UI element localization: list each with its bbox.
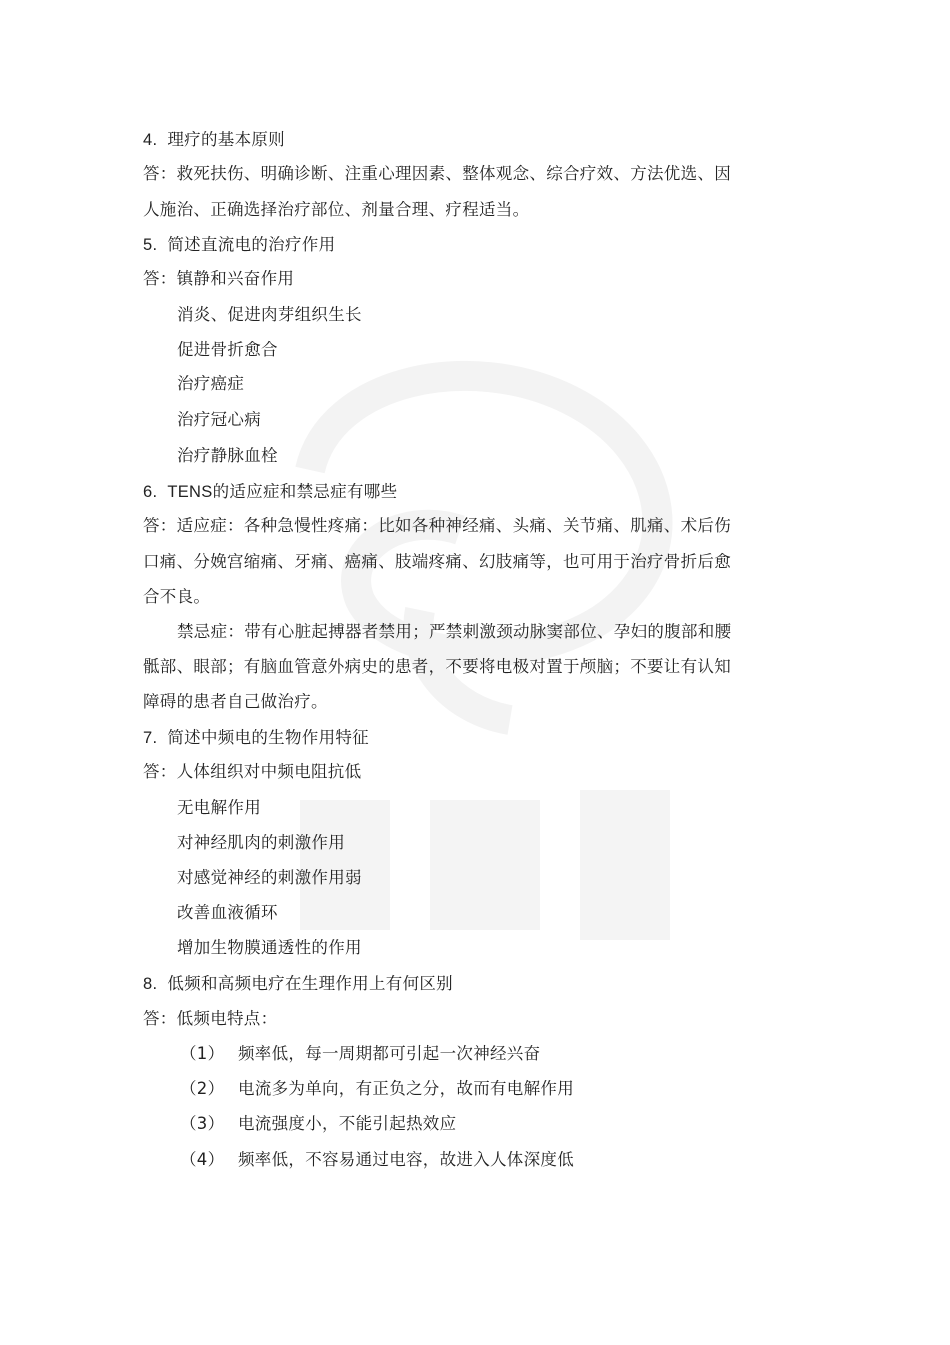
- question-text: 低频和高频电疗在生理作用上有何区别: [167, 974, 453, 993]
- answer-line: 答：镇静和兴奋作用: [143, 269, 295, 288]
- question-acronym: TENS: [167, 483, 213, 501]
- question-text: 的适应症和禁忌症有哪些: [212, 482, 398, 501]
- point-text: 电流多为单向，有正负之分，故而有电解作用: [238, 1079, 574, 1098]
- question-4: [143, 129, 285, 151]
- answer-item: 对神经肌肉的刺激作用: [177, 833, 345, 852]
- point-text: 频率低，不容易通过电容，故进入人体深度低: [238, 1150, 574, 1169]
- answer-line: 答：低频电特点：: [143, 1009, 278, 1028]
- question-text: 简述直流电的治疗作用: [167, 235, 336, 254]
- point-number: （3）: [180, 1114, 225, 1133]
- question-text: 理疗的基本原则: [167, 130, 285, 149]
- question-8: [143, 973, 453, 995]
- numbered-point: [180, 1043, 540, 1065]
- answer-line: 答：人体组织对中频电阻抗低: [143, 762, 362, 781]
- question-number: 8.: [143, 975, 158, 993]
- point-number: （4）: [180, 1150, 225, 1169]
- answer-line: 口痛、分娩宫缩痛、牙痛、癌痛、肢端疼痛、幻肢痛等，也可用于治疗骨折后愈: [143, 552, 731, 571]
- answer-line: 答：救死扶伤、明确诊断、注重心理因素、整体观念、综合疗效、方法优选、因: [143, 164, 731, 183]
- answer-item: 无电解作用: [177, 798, 261, 817]
- answer-line: 人施治、正确选择治疗部位、剂量合理、疗程适当。: [143, 200, 530, 219]
- answer-item: 治疗冠心病: [177, 410, 261, 429]
- question-7: [143, 727, 369, 749]
- answer-line: 答：适应症：各种急慢性疼痛：比如各种神经痛、头痛、关节痛、肌痛、术后伤: [143, 516, 731, 535]
- point-number: （2）: [180, 1079, 225, 1098]
- point-text: 频率低，每一周期都可引起一次神经兴奋: [238, 1044, 541, 1063]
- point-number: （1）: [180, 1044, 225, 1063]
- numbered-point: [180, 1149, 574, 1171]
- question-number: 7.: [143, 729, 158, 747]
- question-number: 4.: [143, 131, 158, 149]
- question-number: 6.: [143, 483, 158, 501]
- answer-line: 禁忌症：带有心脏起搏器者禁用；严禁刺激颈动脉窦部位、孕妇的腹部和腰: [177, 622, 732, 641]
- answer-line: 障碍的患者自己做治疗。: [143, 692, 328, 711]
- answer-line: 骶部、眼部；有脑血管意外病史的患者，不要将电极对置于颅脑；不要让有认知: [143, 657, 731, 676]
- answer-item: 改善血液循环: [177, 903, 278, 922]
- point-text: 电流强度小，不能引起热效应: [238, 1114, 457, 1133]
- question-6: [143, 481, 397, 503]
- answer-item: 对感觉神经的刺激作用弱: [177, 868, 362, 887]
- answer-item: 增加生物膜通透性的作用: [177, 938, 362, 957]
- answer-line: 合不良。: [143, 587, 211, 606]
- numbered-point: [180, 1078, 574, 1100]
- answer-item: 治疗静脉血栓: [177, 446, 278, 465]
- answer-item: 促进骨折愈合: [177, 340, 278, 359]
- question-number: 5.: [143, 236, 158, 254]
- numbered-point: [180, 1113, 456, 1135]
- question-5: [143, 234, 335, 256]
- question-text: 简述中频电的生物作用特征: [167, 728, 369, 747]
- answer-item: 治疗癌症: [177, 374, 245, 393]
- answer-item: 消炎、促进肉芽组织生长: [177, 305, 362, 324]
